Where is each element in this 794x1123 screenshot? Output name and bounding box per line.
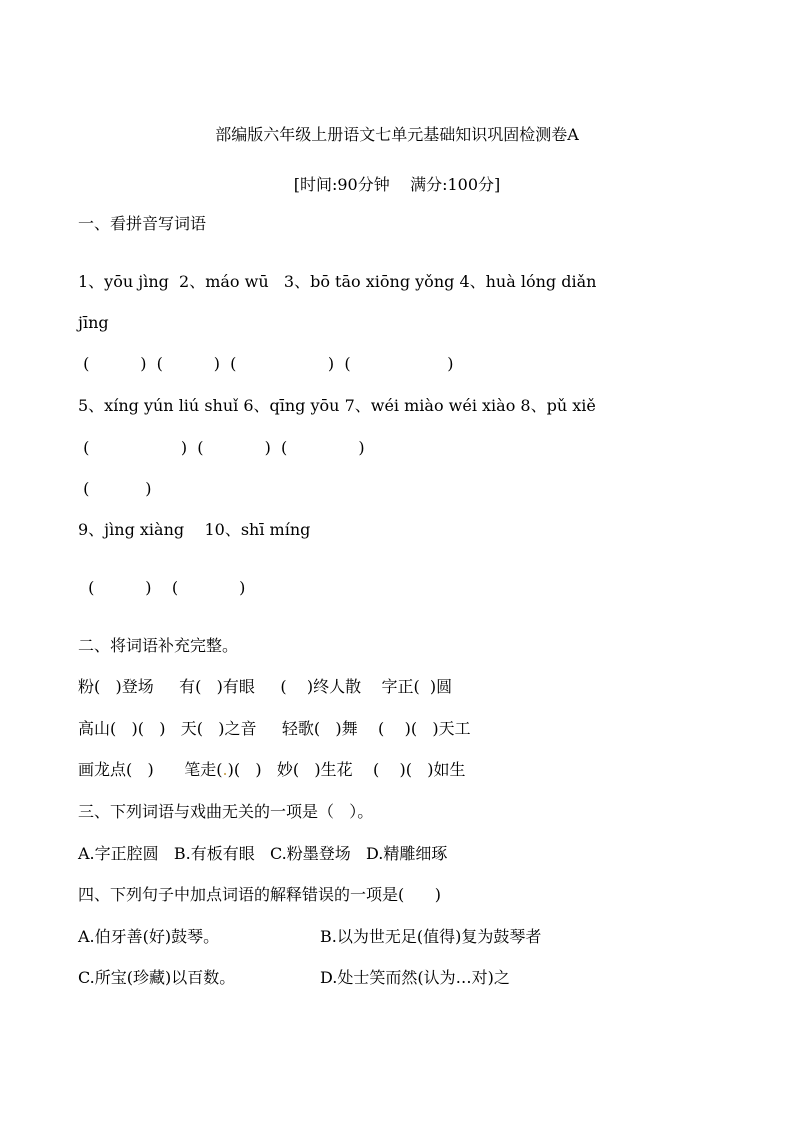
pinyin-row-1: 1、yōu jìng 2、máo wū 3、bō tāo xiōng yǒng 4、huà lóng diǎn [78, 272, 597, 291]
section4-option-d: D.处士笑而然(认为…对)之 [320, 968, 510, 987]
section4-heading: 四、下列句子中加点词语的解释错误的一项是( ) [78, 885, 442, 904]
answer-blanks-row-1: ( ) ( ) ( ) ( ) [78, 354, 454, 373]
answer-blanks-row-3: ( ) ( ) [78, 578, 246, 597]
answer-blanks-row-2b: ( ) [78, 479, 152, 498]
document-title: 部编版六年级上册语文七单元基础知识巩固检测卷A [215, 125, 579, 144]
section2-heading: 二、将词语补充完整。 [78, 636, 239, 655]
pinyin-row-2: 5、xíng yún liú shuǐ 6、qīng yōu 7、wéi miào wéi xiào 8、pǔ xiě [78, 396, 596, 415]
section3-options: A.字正腔圆 B.有板有眼 C.粉墨登场 D.精雕细琢 [78, 844, 448, 863]
pinyin-row-1-wrap: jīng [78, 313, 109, 332]
idiom-row-3-part-a: 画龙点( ) 笔走( [78, 760, 223, 779]
section4-option-c: C.所宝(珍藏)以百数。 [78, 968, 236, 987]
idiom-row-2: 高山( )( ) 天( )之音 轻歌( )舞 ( )( )天工 [78, 719, 471, 738]
idiom-row-3 [78, 760, 466, 780]
section1-heading: 一、看拼音写词语 [78, 214, 207, 233]
section4-option-b: B.以为世无足(值得)复为鼓琴者 [320, 927, 542, 946]
exam-info: [时间:90分钟 满分:100分] [293, 175, 501, 194]
pinyin-row-3: 9、jìng xiàng 10、shī míng [78, 520, 311, 539]
section4-option-a: A.伯牙善(好)鼓琴。 [78, 927, 220, 946]
section3-heading: 三、下列词语与戏曲无关的一项是（ ）。 [78, 802, 374, 821]
emphasis-dot: . [222, 760, 228, 779]
idiom-row-3-part-b: )( ) 妙( )生花 ( )( )如生 [227, 760, 466, 779]
answer-blanks-row-2: ( ) ( ) ( ) [78, 438, 365, 457]
idiom-row-1: 粉( )登场 有( )有眼 ( )终人散 字正( )圆 [78, 677, 453, 696]
